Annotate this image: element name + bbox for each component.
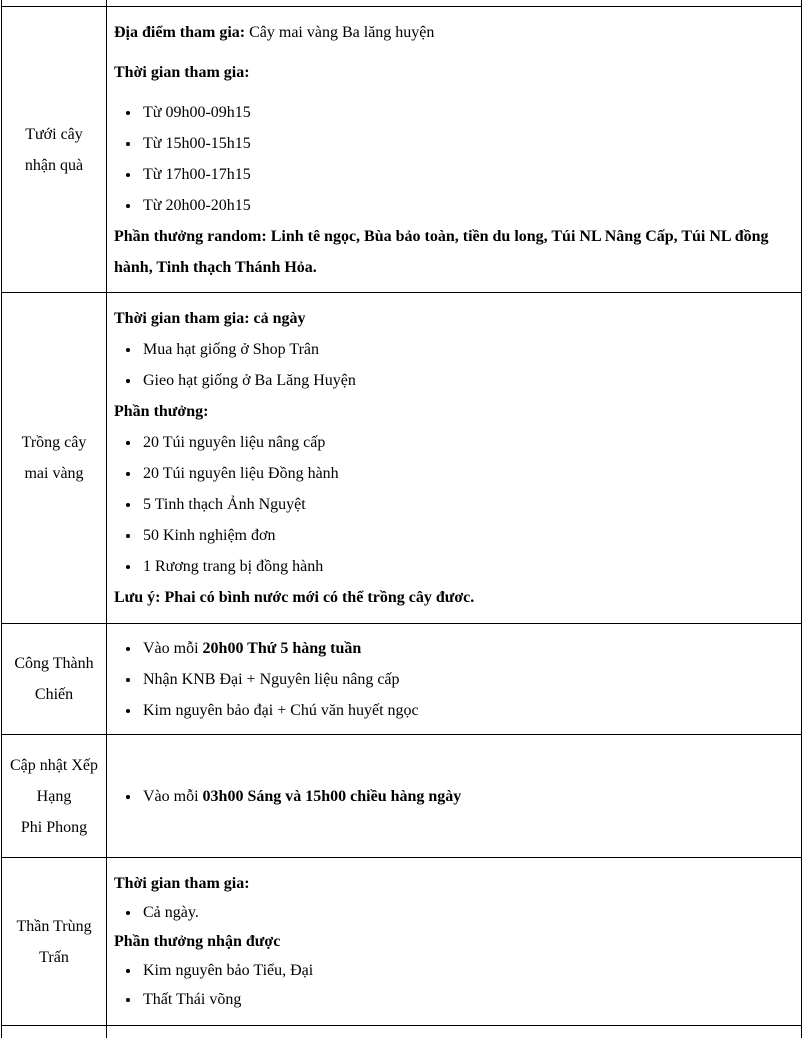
paragraph bbox=[114, 57, 792, 88]
event-name-cell bbox=[2, 7, 107, 293]
event-title-line: Phi Phong bbox=[6, 812, 102, 843]
event-title-line: nhận quà bbox=[6, 150, 102, 181]
text: Kim nguyên bảo đại + Chú văn huyết ngọc bbox=[143, 702, 419, 719]
table-row-tuoi-cay-nhan-qua bbox=[2, 7, 802, 293]
bold-text: 20h00 Thứ 5 hàng tuần bbox=[203, 640, 362, 657]
events-table-body bbox=[2, 0, 802, 1038]
bullet-item bbox=[141, 781, 792, 812]
bullet-list bbox=[114, 633, 792, 726]
bold-text: Thời gian tham gia: bbox=[114, 875, 250, 892]
bullet-list bbox=[114, 334, 792, 396]
bullet-list bbox=[114, 898, 792, 927]
table-row-trong-cay-mai-vang bbox=[2, 293, 802, 624]
event-details-cell bbox=[107, 1026, 802, 1038]
event-title-line: Thần Trùng bbox=[6, 911, 102, 942]
bullet-item bbox=[141, 97, 792, 128]
bold-text: Địa điểm tham gia: bbox=[114, 24, 249, 41]
bullet-item bbox=[141, 633, 792, 664]
text: Từ 17h00-17h15 bbox=[143, 166, 251, 183]
text: 1 Rương trang bị đồng hành bbox=[143, 558, 323, 575]
event-title-line: Tưới cây bbox=[6, 119, 102, 150]
partial-row-bottom bbox=[2, 1026, 802, 1038]
text: Cả ngày. bbox=[143, 904, 199, 921]
event-name-cell bbox=[2, 624, 107, 735]
bullet-item bbox=[141, 159, 792, 190]
text: 50 Kinh nghiệm đơn bbox=[143, 527, 275, 544]
event-name-cell bbox=[2, 858, 107, 1026]
text: Từ 20h00-20h15 bbox=[143, 197, 251, 214]
bold-text: Thời gian tham gia: bbox=[114, 64, 250, 81]
bullet-item bbox=[141, 520, 792, 551]
text: Thất Thái võng bbox=[143, 991, 241, 1008]
events-table bbox=[1, 0, 802, 1038]
bold-text: Phần thưởng random: Linh tê ngọc, Bùa bảo toàn, tiền du long, Túi NL Nâng Cấp, Túi NL đồng hành, Tinh thạch Thánh Hỏa. bbox=[114, 228, 769, 276]
text: Nhận KNB Đại + Nguyên liệu nâng cấp bbox=[143, 671, 400, 688]
bullet-item bbox=[141, 458, 792, 489]
table-row-cap-nhat-xep-hang-phi-phong bbox=[2, 735, 802, 858]
text: Từ 09h00-09h15 bbox=[143, 104, 251, 121]
bullet-item bbox=[141, 664, 792, 695]
paragraph bbox=[114, 221, 792, 283]
bullet-item bbox=[141, 956, 792, 985]
text: Cây mai vàng Ba lăng huyện bbox=[249, 24, 434, 41]
event-title-line: Trồng cây bbox=[6, 427, 102, 458]
event-title-line: Trấn bbox=[6, 942, 102, 973]
table-row-cong-thanh-chien bbox=[2, 624, 802, 735]
event-title-line: Hạng bbox=[6, 781, 102, 812]
bullet-list bbox=[114, 97, 792, 221]
bullet-item bbox=[141, 489, 792, 520]
text: Kim nguyên bảo Tiểu, Đại bbox=[143, 962, 313, 979]
paragraph bbox=[114, 869, 792, 898]
paragraph bbox=[114, 396, 792, 427]
bold-text: Thời gian tham gia: cả ngày bbox=[114, 310, 306, 327]
bullet-item bbox=[141, 985, 792, 1014]
bullet-list bbox=[114, 427, 792, 582]
paragraph bbox=[114, 927, 792, 956]
bullet-item bbox=[141, 898, 792, 927]
bullet-item bbox=[141, 365, 792, 396]
bullet-item bbox=[141, 128, 792, 159]
bullet-item bbox=[141, 695, 792, 726]
bullet-item bbox=[141, 190, 792, 221]
event-details-cell bbox=[107, 735, 802, 858]
paragraph bbox=[114, 303, 792, 334]
event-title-line: Công Thành bbox=[6, 648, 102, 679]
bold-text: Phần thưởng nhận được bbox=[114, 933, 280, 950]
bullet-item bbox=[141, 334, 792, 365]
bullet-list bbox=[114, 781, 792, 812]
event-title-line: Chiến bbox=[6, 679, 102, 710]
bullet-item bbox=[141, 427, 792, 458]
text: 20 Túi nguyên liệu Đồng hành bbox=[143, 465, 339, 482]
event-title-line: Cập nhật Xếp bbox=[6, 750, 102, 781]
event-name-cell bbox=[2, 735, 107, 858]
event-details-cell bbox=[107, 293, 802, 624]
bold-text: Phần thưởng: bbox=[114, 403, 208, 420]
event-name-cell bbox=[2, 293, 107, 624]
text: 5 Tinh thạch Ảnh Nguyệt bbox=[143, 496, 306, 513]
event-title-line: mai vàng bbox=[6, 458, 102, 489]
event-details-cell bbox=[107, 7, 802, 293]
table-row-than-trung-tran bbox=[2, 858, 802, 1026]
bullet-list bbox=[114, 956, 792, 1014]
paragraph bbox=[114, 582, 792, 613]
bold-text: Lưu ý: Phai có bình nước mới có thể trồng cây đươc. bbox=[114, 589, 474, 606]
event-details-cell bbox=[107, 624, 802, 735]
paragraph bbox=[114, 17, 792, 48]
text: Vào mỗi bbox=[143, 640, 203, 657]
event-details-cell bbox=[107, 858, 802, 1026]
text: Mua hạt giống ở Shop Trân bbox=[143, 341, 319, 358]
event-name-cell bbox=[2, 1026, 107, 1038]
text: Gieo hạt giống ở Ba Lăng Huyện bbox=[143, 372, 356, 389]
bold-text: 03h00 Sáng và 15h00 chiều hàng ngày bbox=[203, 788, 462, 805]
bullet-item bbox=[141, 551, 792, 582]
text: 20 Túi nguyên liệu nâng cấp bbox=[143, 434, 325, 451]
text: Vào mỗi bbox=[143, 788, 203, 805]
text: Từ 15h00-15h15 bbox=[143, 135, 251, 152]
